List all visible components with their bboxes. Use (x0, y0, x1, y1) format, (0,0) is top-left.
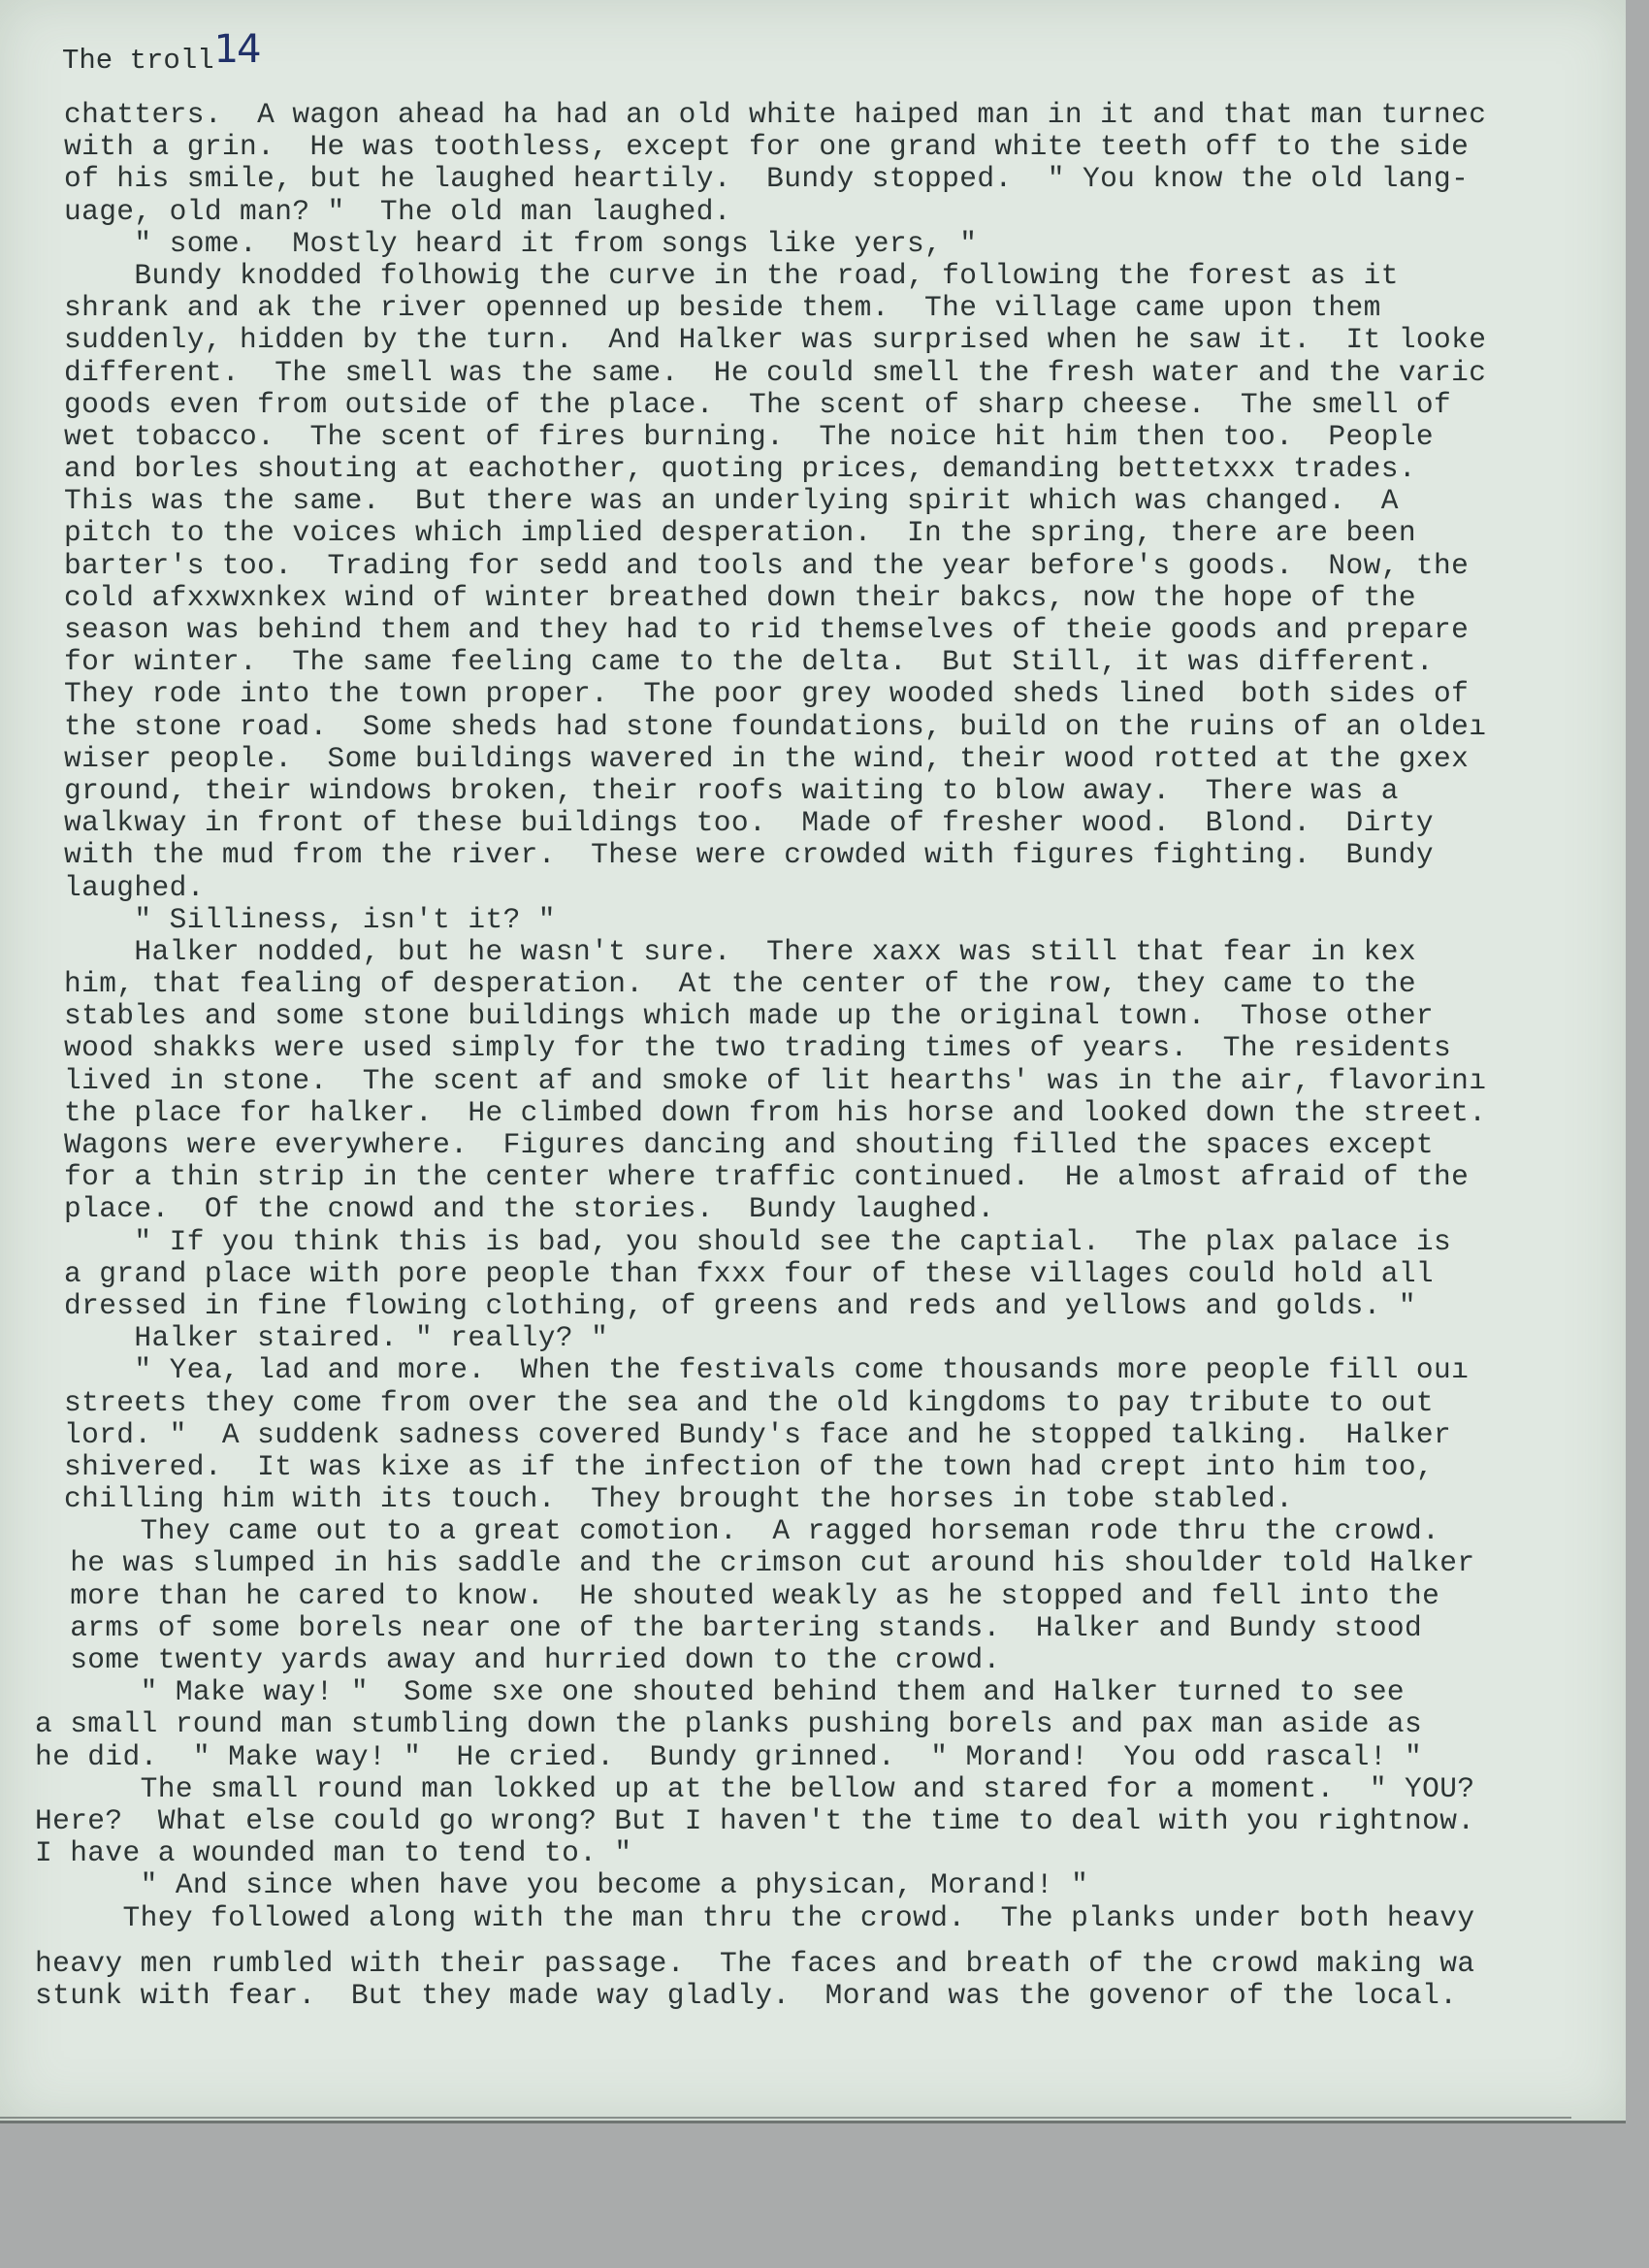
line-gap (64, 1934, 1486, 1948)
text-line: a grand place with pore people than fxxx four of these villages could hold all (64, 1256, 1435, 1290)
text-line: lord. " A suddenk sadness covered Bundy's face and he stopped talking. Halker (64, 1417, 1452, 1451)
text-line: " And since when have you become a physican, Morand! " (35, 1868, 1089, 1902)
text-line: for winter. The same feeling came to the delta. But Still, it was different. (64, 645, 1435, 679)
text-line: heavy men rumbled with their passage. The faces and breath of the crowd making wa (35, 1946, 1475, 1980)
text-line: for a thin strip in the center where traffic continued. He almost afraid of the (64, 1160, 1470, 1194)
text-line: " Make way! " Some sxe one shouted behind them and Halker turned to see (35, 1675, 1406, 1709)
text-line: different. The smell was the same. He could smell the fresh water and the varic (64, 355, 1487, 389)
text-line: Halker staired. " really? " (64, 1321, 609, 1355)
text-line: he was slumped in his saddle and the crimson cut around his shoulder told Halker (35, 1546, 1475, 1580)
text-line: lived in stone. The scent af and smoke of lit hearths' was in the air, flavorinı (64, 1063, 1487, 1097)
text-line: chilling him with its touch. They brought the horses in tobe stabled. (64, 1482, 1294, 1516)
text-line: Wagons were everywhere. Figures dancing and shouting filled the spaces except (64, 1128, 1435, 1161)
text-line: of his smile, but he laughed heartily. Bundy stopped. " You know the old lang- (64, 162, 1470, 196)
text-line: uage, old man? " The old man laughed. (64, 194, 731, 228)
page-edge (0, 2121, 1626, 2123)
text-line: walkway in front of these buildings too. Made of fresher wood. Blond. Dirty (64, 806, 1435, 840)
text-line: barter's too. Trading for sedd and tools and the year before's goods. Now, the (64, 548, 1470, 582)
text-line: stunk with fear. But they made way gladly. Morand was the govenor of the local. (35, 1978, 1458, 2012)
text-line: shrank and ak the river openned up beside them. The village came upon them (64, 291, 1381, 325)
text-line: arms of some borels near one of the bartering stands. Halker and Bundy stood (35, 1610, 1423, 1644)
text-line: wood shakks were used simply for the two trading times of years. The residents (64, 1031, 1452, 1065)
text-line: season was behind them and they had to rid themselves of theie goods and prepare (64, 613, 1470, 646)
text-line: place. Of the cnowd and the stories. Bundy laughed. (64, 1192, 995, 1226)
text-line: The small round man lokked up at the bellow and stared for a moment. " YOU? (35, 1771, 1475, 1805)
text-line: with a grin. He was toothless, except for one grand white teeth off to the side (64, 130, 1470, 164)
text-line: " Yea, lad and more. When the festivals come thousands more people fill ouı (64, 1353, 1470, 1387)
page-header (62, 27, 260, 78)
text-line: ground, their windows broken, their roofs waiting to blow away. There was a (64, 773, 1399, 807)
text-line: a small round man stumbling down the planks pushing borels and pax man aside as (35, 1707, 1423, 1741)
text-line: laughed. (64, 870, 205, 904)
text-line: Here? What else could go wrong? But I haven't the time to deal with you rightnow. (35, 1803, 1475, 1837)
text-line: " Silliness, isn't it? " (64, 902, 556, 936)
text-line: more than he cared to know. He shouted weakly as he stopped and fell into the (35, 1578, 1440, 1612)
text-line: stables and some stone buildings which made up the original town. Those other (64, 999, 1435, 1033)
text-line: the place for halker. He climbed down from his horse and looked down the street. (64, 1095, 1487, 1129)
text-line: the stone road. Some sheds had stone foundations, build on the ruins of an oldeı (64, 709, 1487, 743)
text-line: Halker nodded, but he wasn't sure. There xaxx was still that fear in kex (64, 934, 1416, 968)
text-line: pitch to the voices which implied desperation. In the spring, there are been (64, 516, 1416, 550)
text-line: They rode into the town proper. The poor grey wooded sheds lined both sides of (64, 677, 1470, 711)
text-line: shivered. It was kixe as if the infection of the town had crept into him too, (64, 1449, 1435, 1483)
text-line: cold afxxwxnkex wind of winter breathed down their bakcs, now the hope of the (64, 580, 1416, 614)
text-line: him, that fealing of desperation. At the center of the row, they came to the (64, 967, 1416, 1001)
text-line: dressed in fine flowing clothing, of greens and reds and yellows and golds. " (64, 1288, 1416, 1322)
text-line: and borles shouting at eachother, quoting prices, demanding bettetxxx trades. (64, 452, 1416, 486)
text-line: They came out to a great comotion. A ragged horseman rode thru the crowd. (35, 1514, 1440, 1548)
text-line: This was the same. But there was an underlying spirit which was changed. A (64, 484, 1399, 518)
text-line: some twenty yards away and hurried down to the crowd. (35, 1643, 1001, 1676)
page-bottom-line (0, 2117, 1571, 2119)
text-line: wet tobacco. The scent of fires burning. The noice hit him then too. People (64, 419, 1435, 453)
text-line: he did. " Make way! " He cried. Bundy grinned. " Morand! You odd rascal! " (35, 1739, 1423, 1773)
body-text (35, 98, 1487, 2012)
manuscript-title: The troll (62, 45, 214, 77)
handwritten-page-number: 14 (213, 27, 260, 72)
text-line: " If you think this is bad, you should see the captial. The plax palace is (64, 1224, 1452, 1258)
text-line: suddenly, hidden by the turn. And Halker was surprised when he saw it. It looke (64, 323, 1487, 357)
text-line: They followed along with the man thru the crowd. The planks under both heavy (35, 1900, 1475, 1934)
text-line: wiser people. Some buildings wavered in the wind, their wood rotted at the gxex (64, 741, 1470, 775)
text-line: with the mud from the river. These were crowded with figures fighting. Bundy (64, 838, 1435, 872)
text-line: goods even from outside of the place. The scent of sharp cheese. The smell of (64, 387, 1452, 421)
text-line: streets they come from over the sea and the old kingdoms to pay tribute to out (64, 1385, 1435, 1419)
text-line: chatters. A wagon ahead ha had an old white haiped man in it and that man turnec (64, 98, 1487, 131)
text-line: I have a wounded man to tend to. " (35, 1836, 632, 1870)
text-line: " some. Mostly heard it from songs like yers, " (64, 226, 978, 260)
text-line: Bundy knodded folhowig the curve in the road, following the forest as it (64, 258, 1399, 292)
